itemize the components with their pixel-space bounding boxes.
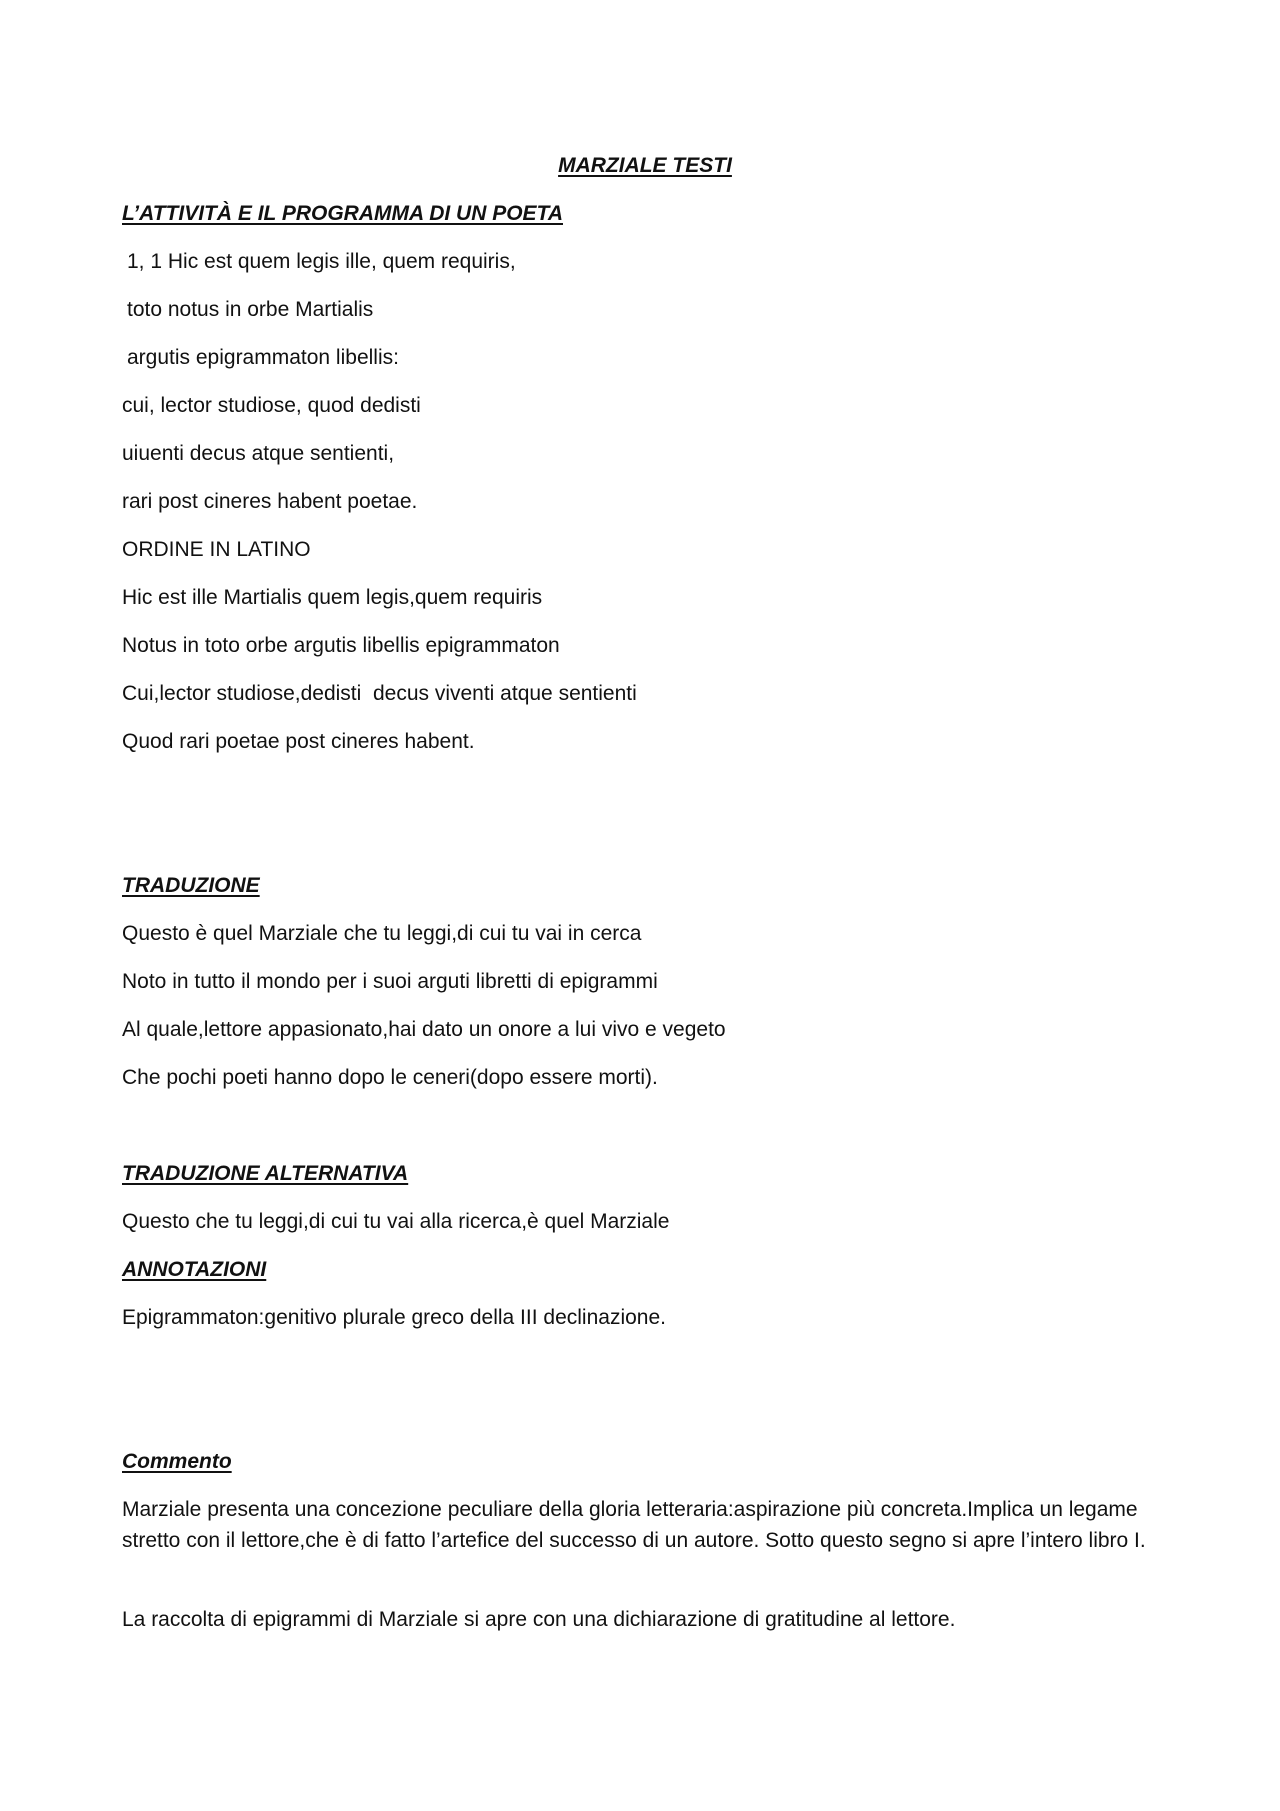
ordine-line-4: Quod rari poetae post cineres habent. [122, 730, 475, 753]
commento-heading: Commento [122, 1450, 232, 1473]
traduzione-alternativa-line: Questo che tu leggi,di cui tu vai alla ricerca,è quel Marziale [122, 1210, 670, 1233]
latin-line-6: rari post cineres habent poetae. [122, 490, 418, 513]
ordine-line-1: Hic est ille Martialis quem legis,quem requiris [122, 586, 543, 609]
latin-line-4: cui, lector studiose, quod dedisti [122, 394, 421, 417]
latin-line-3: argutis epigrammaton libellis: [127, 346, 399, 369]
latin-line-5: uiuenti decus atque sentienti, [122, 442, 395, 465]
ordine-line-3: Cui,lector studiose,dedisti decus viventi atque sentienti [122, 682, 637, 705]
annotazioni-line: Epigrammaton:genitivo plurale greco della III declinazione. [122, 1306, 666, 1329]
traduzione-line-3: Al quale,lettore appasionato,hai dato un onore a lui vivo e vegeto [122, 1018, 726, 1041]
traduzione-heading: TRADUZIONE [122, 874, 260, 897]
traduzione-line-4: Che pochi poeti hanno dopo le ceneri(dopo essere morti). [122, 1066, 658, 1089]
traduzione-line-1: Questo è quel Marziale che tu leggi,di cui tu vai in cerca [122, 922, 642, 945]
section-heading: L’ATTIVITÀ E IL PROGRAMMA DI UN POETA [122, 202, 563, 225]
annotazioni-heading: ANNOTAZIONI [122, 1258, 267, 1281]
ordine-label: ORDINE IN LATINO [122, 538, 311, 561]
traduzione-alternativa-heading: TRADUZIONE ALTERNATIVA [122, 1162, 409, 1185]
latin-line-1: 1, 1 Hic est quem legis ille, quem requiris, [127, 250, 516, 273]
latin-line-2: toto notus in orbe Martialis [127, 298, 374, 321]
document-title: MARZIALE TESTI [558, 154, 732, 177]
ordine-line-2: Notus in toto orbe argutis libellis epigrammaton [122, 634, 560, 657]
commento-paragraph-1: Marziale presenta una concezione peculiare della gloria letteraria:aspirazione più concreta.Implica un legame stretto con il lettore,che è di fatto l’artefice del successo di un autore. Sotto questo segno si apre l’intero libro I. [122, 1498, 1146, 1552]
traduzione-line-2: Noto in tutto il mondo per i suoi arguti libretti di epigrammi [122, 970, 658, 993]
commento-paragraph-2: La raccolta di epigrammi di Marziale si apre con una dichiarazione di gratitudine al lettore. [122, 1608, 956, 1631]
